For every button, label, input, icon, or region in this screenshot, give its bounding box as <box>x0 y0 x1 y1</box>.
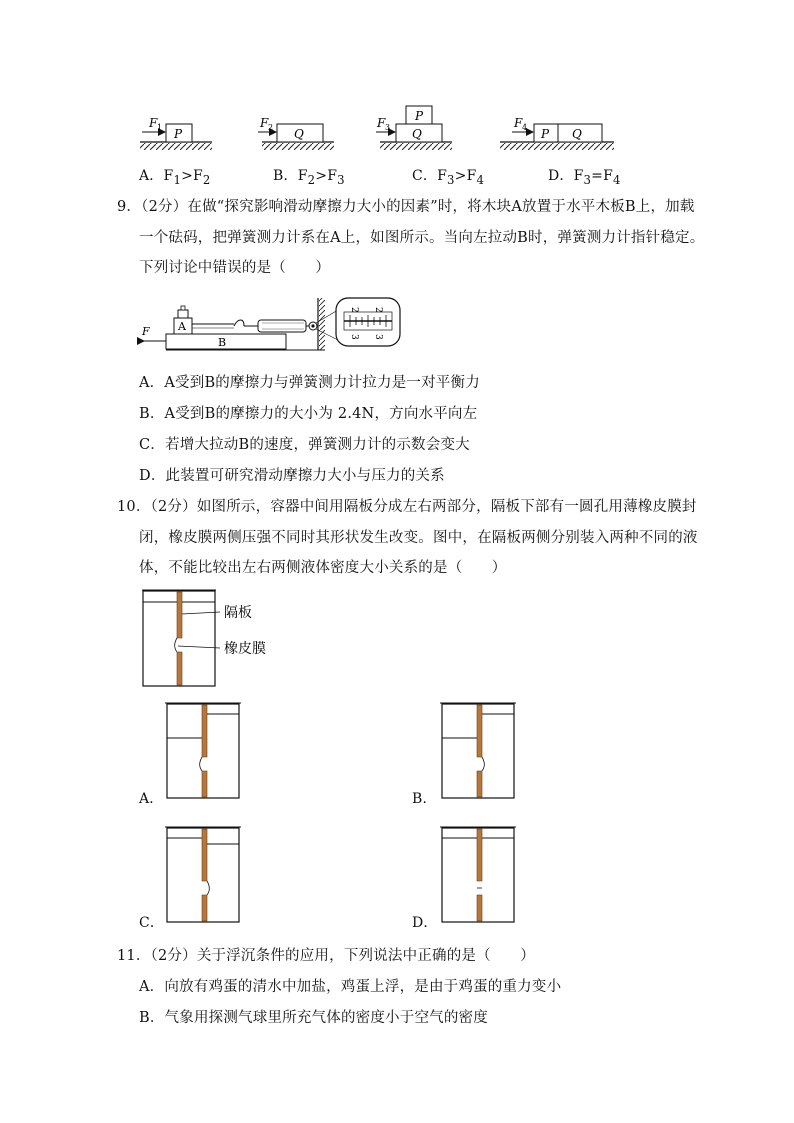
q9-stem-line-3: 下列讨论中错误的是（ ） <box>139 260 331 276</box>
q8-option-d-rhs-sub: 4 <box>613 172 621 187</box>
q10-option-c-figure[interactable] <box>165 824 245 924</box>
q8-option-d-op: = <box>591 168 604 184</box>
q8-f3-label: F <box>377 116 386 130</box>
q8-figure-1 <box>140 116 212 150</box>
q10-option-d-letter[interactable]: D． <box>412 915 438 931</box>
q8-option-a-lhs: F <box>163 168 174 184</box>
q8-f3-sub: 3 <box>385 123 391 132</box>
q9-option-d[interactable]: D．此装置可研究滑动摩擦力大小与压力的关系 <box>139 468 445 484</box>
q8-option-d-lhs: F <box>573 168 584 184</box>
q8-option-c-lhs: F <box>437 168 448 184</box>
q9-stem-line-1: 9．（2分）在做“探究影响滑动摩擦力大小的因素”时，将木块A放置于水平木板B上，加载 <box>117 199 695 215</box>
q9-apparatus-svg <box>130 290 410 360</box>
q8-option-c-rhs: F <box>466 168 477 184</box>
q9-board-b-label: B <box>218 336 227 349</box>
q8-option-c-letter: C． <box>412 168 438 184</box>
q10-option-c-letter[interactable]: C． <box>139 915 165 931</box>
q8-option-a-rhs: F <box>193 168 203 184</box>
q8-f2-sub: 2 <box>268 123 274 132</box>
q8-option-a[interactable] <box>139 166 211 190</box>
q10-stem-line-1: 10．（2分）如图所示，容器中间用隔板分成左右两部分，隔板下部有一圆孔用薄橡皮膜封 <box>117 499 697 515</box>
q8-f4-label: F <box>514 116 523 130</box>
q8-option-c-op: > <box>454 168 467 184</box>
q8-option-d-letter: D． <box>548 168 574 184</box>
q8-option-d[interactable] <box>548 166 621 190</box>
q8-option-c-rhs-sub: 4 <box>476 172 485 187</box>
q9-stem-line-2: 一个砝码，把弹簧测力计系在A上，如图所示。当向左拉动B时，弹簧测力计指针稳定。 <box>139 230 705 246</box>
q8-option-c-lhs-sub: 3 <box>447 172 455 187</box>
q10-option-d-figure[interactable] <box>440 824 520 924</box>
q8-option-b-lhs: F <box>297 168 308 184</box>
q10-membrane-label: 橡皮膜 <box>224 641 266 657</box>
q10-main-svg <box>140 586 300 690</box>
q8-figures <box>0 0 794 160</box>
q8-option-b-op: > <box>315 168 328 184</box>
q11-option-a[interactable]: A．向放有鸡蛋的清水中加盐，鸡蛋上浮，是由于鸡蛋的重力变小 <box>139 979 562 995</box>
q8-option-d-lhs-sub: 3 <box>583 172 592 187</box>
q8-fig3-q: Q <box>412 127 422 141</box>
q8-fig3-p: P <box>415 109 424 123</box>
q8-fig1-p: P <box>174 127 183 141</box>
q10-option-b-letter[interactable]: B． <box>412 791 437 807</box>
q9-scale-top-label: 2 <box>349 307 359 313</box>
q8-option-b-letter: B． <box>273 168 298 184</box>
q11-option-b[interactable]: B．气象用探测气球里所充气体的密度小于空气的密度 <box>139 1010 488 1026</box>
q10-main-figure <box>140 586 300 690</box>
q9-scale-top-label-2: 2 <box>373 307 383 313</box>
q10-stem-line-2: 闭，橡皮膜两侧压强不同时其形状发生改变。图中，在隔板两侧分别装入两种不同的液 <box>139 530 698 546</box>
q8-option-a-letter: A． <box>139 168 164 184</box>
q8-option-b-rhs-sub: 3 <box>337 172 345 187</box>
q10-partition-label: 隔板 <box>224 605 252 621</box>
q8-option-b[interactable] <box>273 166 345 190</box>
q8-f1-sub: 1 <box>157 123 163 132</box>
q8-f1-label: F <box>149 116 158 130</box>
q8-fig4-p: P <box>541 127 550 141</box>
q8-f4-sub: 4 <box>522 123 528 132</box>
q9-option-b[interactable]: B．A受到B的摩擦力的大小为 2.4N，方向水平向左 <box>139 406 478 422</box>
q8-f2-label: F <box>260 116 269 130</box>
q10-stem-line-3: 体，不能比较出左右两侧液体密度大小关系的是（ ） <box>139 560 507 576</box>
q9-block-a-label: A <box>178 320 186 333</box>
q8-figure-2 <box>258 116 334 150</box>
q10-option-a-figure[interactable] <box>165 700 245 800</box>
q9-force-label: F <box>142 325 150 338</box>
q8-fig2-q: Q <box>294 127 304 141</box>
q10-option-b-svg <box>440 700 520 800</box>
q9-scale-bottom-label-2: 3 <box>373 334 383 340</box>
q8-option-c[interactable] <box>412 166 484 190</box>
q8-fig4-q: Q <box>572 127 582 141</box>
q9-option-a[interactable]: A．A受到B的摩擦力与弹簧测力计拉力是一对平衡力 <box>139 375 480 391</box>
q10-option-a-letter[interactable]: A． <box>139 791 164 807</box>
q8-option-b-rhs: F <box>327 168 338 184</box>
q8-figure-4 <box>500 116 614 150</box>
q8-figures-svg <box>0 0 794 160</box>
q8-option-d-rhs: F <box>603 168 614 184</box>
q11-stem-line-1: 11．（2分）关于浮沉条件的应用，下列说法中正确的是（ ） <box>117 948 535 964</box>
q8-option-b-lhs-sub: 2 <box>307 172 316 187</box>
q10-option-c-svg <box>165 824 245 924</box>
q9-option-c[interactable]: C．若增大拉动B的速度，弹簧测力计的示数会变大 <box>139 437 470 453</box>
q10-option-d-svg <box>440 824 520 924</box>
q8-option-a-rhs-sub: 2 <box>202 172 211 187</box>
q8-option-a-lhs-sub: 1 <box>173 172 182 187</box>
q8-option-a-op: > <box>181 168 193 184</box>
q9-scale-bottom-label: 3 <box>349 334 359 340</box>
q8-figure-3 <box>376 106 452 150</box>
q10-option-a-svg <box>165 700 245 800</box>
q9-apparatus-figure <box>130 290 410 360</box>
q10-option-b-figure[interactable] <box>440 700 520 800</box>
